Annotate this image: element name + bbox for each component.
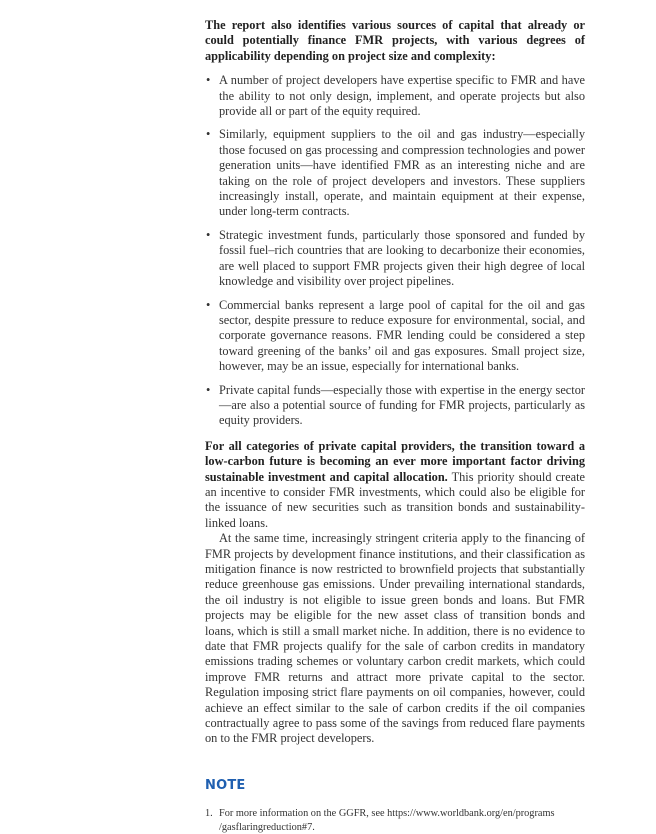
bullet-icon: •	[206, 227, 211, 242]
list-item-text: Private capital funds—especially those with expertise in the energy sector—are also a potential source of funding for FMR projects, particularly as equity providers.	[219, 382, 585, 428]
document-page	[205, 18, 585, 834]
capital-sources-list	[205, 73, 585, 429]
list-item-text: Commercial banks represent a large pool of capital for the oil and gas sector, despite pressure to reduce exposure for environmental, social, and corporate governance reasons. FMR lending could be considered a step toward greening of the banks’ oil and gas exposures. Small project size, however, may be an issue, especially for international banks.	[219, 297, 585, 374]
transition-paragraph-regular: This priority should create an incentive to consider FMR investments, which could also be eligible for the issuance of new securities such as transition bonds and sustainability-linked loans.	[205, 469, 586, 530]
transition-paragraph	[205, 439, 585, 531]
list-item-text: Strategic investment funds, particularly those sponsored and funded by fossil fuel–rich countries that are looking to decarbonize their economies, are well placed to support FMR projects given their high degree of local knowledge and visibility over project pipelines.	[219, 227, 585, 289]
bullet-icon: •	[206, 382, 211, 397]
list-item	[205, 73, 585, 119]
note-item	[205, 807, 585, 834]
transition-paragraph-bold: For all categories of private capital providers, the transition toward a low-carbon future is becoming an ever more important factor driving sustainable investment and capital allocation.	[205, 438, 585, 484]
lead-paragraph: The report also identifies various sources of capital that already or could potentially finance FMR projects, with various degrees of applicability depending on project size and complexity:	[205, 18, 585, 63]
list-item	[205, 383, 585, 429]
list-item	[205, 298, 585, 375]
list-item-text: Similarly, equipment suppliers to the oil and gas industry—especially those focused on gas processing and compression technologies and power generation units—have identified FMR as an interesting niche and are taking on the role of project developers and investors. These suppliers increasingly install, operate, and maintain equipment at their expense, under long-term contracts.	[219, 127, 585, 219]
list-item	[205, 127, 585, 219]
note-text: For more information on the GGFR, see https://www.worldbank.org/en/programs /gasflaringreduction#7.	[219, 808, 555, 833]
note-heading: NOTE	[205, 777, 246, 793]
bullet-icon: •	[206, 127, 211, 142]
note-number: 1.	[205, 808, 213, 820]
list-item	[205, 228, 585, 290]
criteria-paragraph: At the same time, increasingly stringent criteria apply to the financing of FMR projects by development finance institutions, and their classification as mitigation finance is now restricted to brownfield projects that substantially reduce greenhouse gas emissions. Under prevailing international standards, the oil industry is not eligible to issue green bonds and loans. But FMR projects may be eligible for the new asset class of transition bonds and loans, which is still a small market niche. In addition, there is no evidence to date that FMR projects qualify for the sale of carbon credits in mandatory emissions trading schemes or voluntary carbon credit markets, which could improve FMR returns and attract more private capital to the sector. Regulation imposing strict flare payments on oil companies, however, could achieve an effect similar to the sale of carbon credits if the oil companies contractually agree to pass some of the savings from reduced flare payments on to the FMR project developers.	[205, 531, 585, 746]
bullet-icon: •	[206, 73, 211, 88]
bullet-icon: •	[206, 297, 211, 312]
notes-list	[205, 807, 585, 834]
list-item-text: A number of project developers have expertise specific to FMR and have the ability to not only design, implement, and operate projects but also provide all or part of the equity required.	[219, 73, 585, 119]
